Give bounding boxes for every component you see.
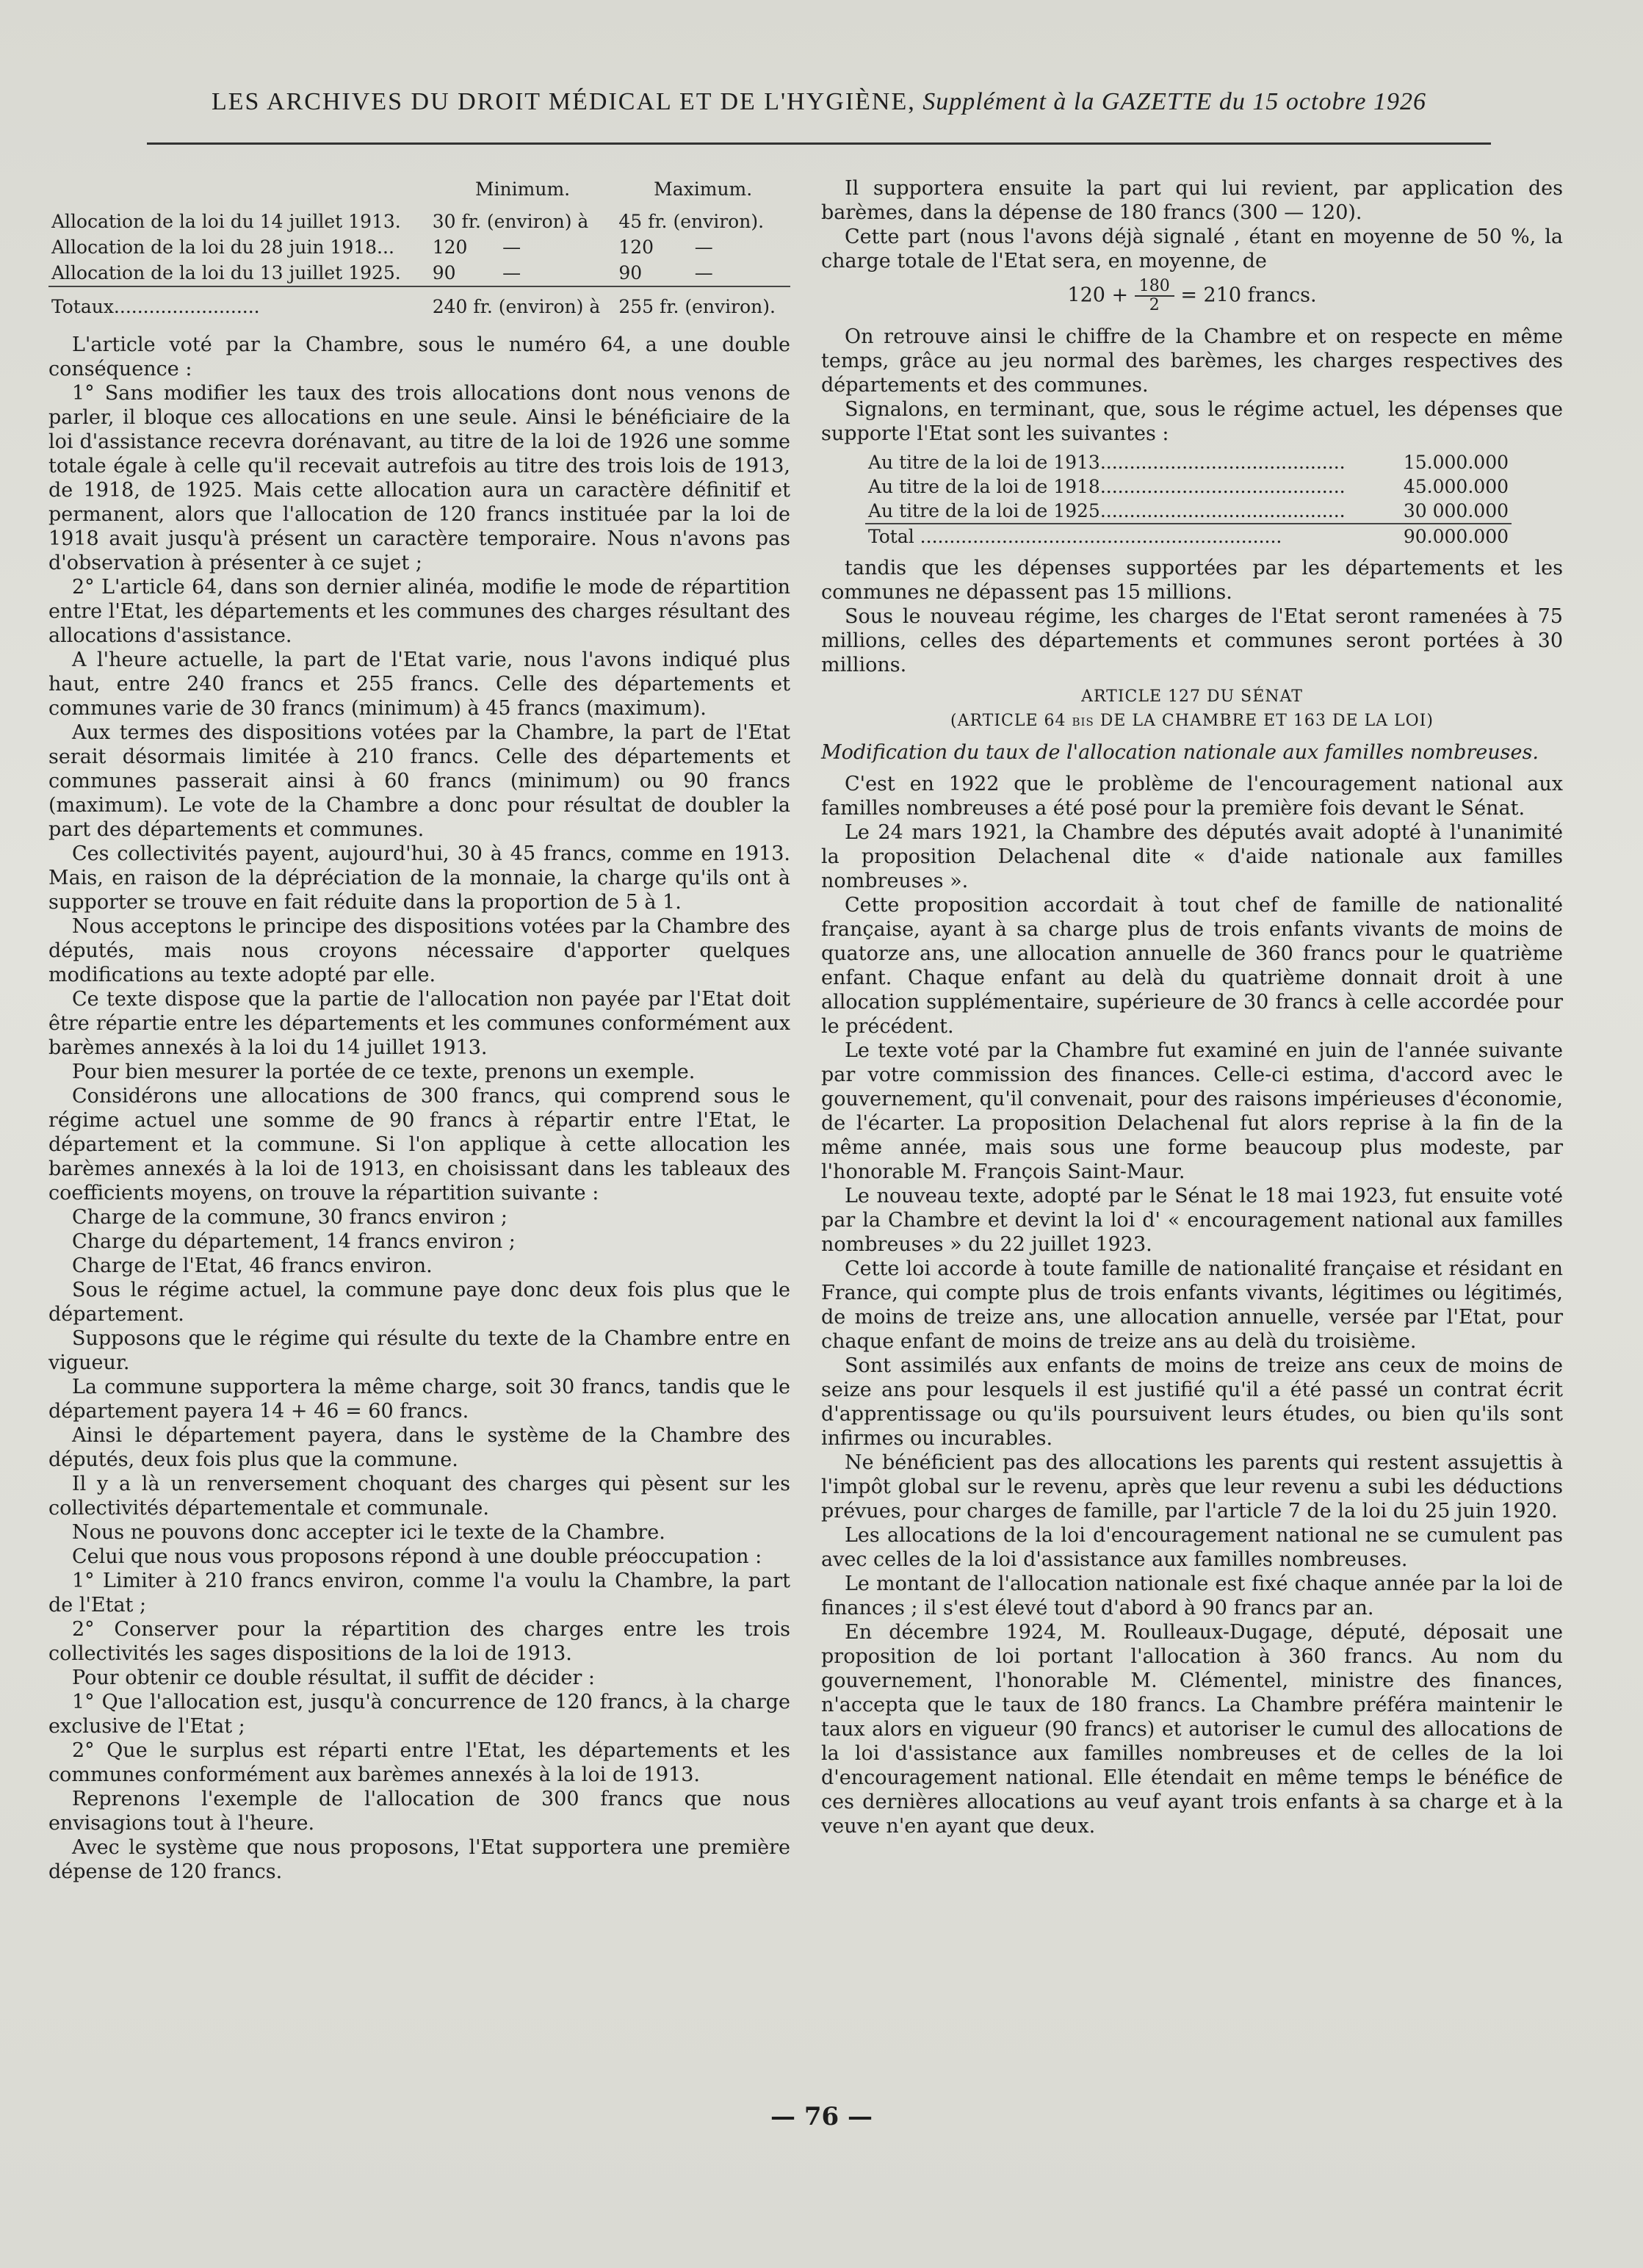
total-label: Total .............................................................. (865, 524, 1388, 549)
left-column (48, 176, 790, 1884)
paragraph: C'est en 1922 que le problème de l'encouragement national aux familles nombreuses a été posé pour la première fois devant le Sénat. (821, 773, 1563, 820)
paragraph: Ces collectivités payent, aujourd'hui, 30 à 45 francs, comme en 1913. Mais, en raison de la dépréciation de la monnaie, la charge qu'ils ont à supporter se trouve en fait réduite dans la proportion de 5 à 1. (48, 842, 790, 914)
row-dash: — (694, 262, 713, 284)
row-label: Allocation de la loi du 28 juin 1918... (51, 236, 394, 258)
table-row (48, 209, 790, 234)
paragraph: Nous ne pouvons donc accepter ici le texte de la Chambre. (72, 1521, 665, 1544)
paragraph: Le 24 mars 1921, la Chambre des députés avait adopté à l'unanimité la proposition Delachenal dite « d'aide nationale aux familles nombreuses ». (821, 821, 1563, 892)
paragraph: 1° Limiter à 210 francs environ, comme l'a voulu la Chambre, la part de l'Etat ; (48, 1570, 790, 1617)
paragraph: Cette part (nous l'avons déjà signalé , étant en moyenne de 50 %, la charge totale de l'Etat sera, en moyenne, de (821, 225, 1563, 272)
journal-title: LES ARCHIVES DU DROIT MÉDICAL ET DE L'HYGIÈNE, (211, 88, 916, 115)
paragraph: On retrouve ainsi le chiffre de la Chambre et on respecte en même temps, grâce au jeu normal des barèmes, les charges respectives des départements et des communes. (821, 325, 1563, 397)
paragraph: Avec le système que nous proposons, l'Etat supportera une première dépense de 120 francs. (48, 1836, 790, 1883)
paragraph: Cette proposition accordait à tout chef de famille de nationalité française, ayant à sa charge plus de trois enfants vivants de moins de quatorze ans, une allocation annuelle de 360 francs pour le quatrième enfant. Chaque enfant au delà du quatrième donnait droit à une allocation supplémentaire, supérieure de 30 francs à celle accordée pour le précédent. (821, 894, 1563, 1038)
formula (821, 278, 1563, 314)
paragraph: Cette loi accorde à toute famille de nationalité française et résidant en France, qui compte plus de trois enfants vivants, légitimes ou légitimés, de moins de treize ans, une allocation annuelle, versée par l'Etat, pour chaque enfant de moins de treize ans au delà du troisième. (821, 1257, 1563, 1353)
paragraph: Supposons que le régime qui résulte du texte de la Chambre entre en vigueur. (48, 1327, 790, 1374)
paragraph: Celui que nous vous proposons répond à une double préoccupation : (72, 1545, 762, 1568)
paragraph: Ne bénéficient pas des allocations les parents qui restent assujettis à l'impôt global sur le revenu, après que leur revenu a subi les déductions prévues, pour charges de famille, par l'article 7 de la loi du 25 juin 1920. (821, 1451, 1563, 1523)
row-max: 90 (618, 262, 643, 284)
paragraph: Signalons, en terminant, que, sous le régime actuel, les dépenses que supporte l'Etat sont les suivantes : (821, 398, 1563, 445)
paragraph: Le montant de l'allocation nationale est fixé chaque année par la loi de finances ; il s'est élevé tout d'abord à 90 francs par an. (821, 1572, 1563, 1619)
paragraph: Sont assimilés aux enfants de moins de treize ans ceux de moins de seize ans pour lesquels il est justifié qu'il a été passé un contrat écrit d'apprentissage ou qu'ils poursuivent leurs études, ou bien qu'ils sont infirmes ou incurables. (821, 1354, 1563, 1450)
total-max: 255 fr. (environ). (615, 286, 790, 319)
fraction-numerator: 180 (1135, 278, 1174, 297)
row-max: 45 fr. (environ). (618, 211, 765, 232)
paragraph: La commune supportera la même charge, soit 30 francs, tandis que le département payera 14 + 46 = 60 francs. (48, 1376, 790, 1423)
paragraph: 2° Conserver pour la répartition des charges entre les trois collectivités les sages dispositions de la loi de 1913. (48, 1618, 790, 1665)
row-value: 15.000.000 (1403, 452, 1509, 473)
col-max-header: Maximum. (654, 178, 753, 200)
paragraph: A l'heure actuelle, la part de l'Etat varie, nous l'avons indiqué plus haut, entre 240 francs et 255 francs. Celle des départements et communes varie de 30 francs (minimum) à 45 francs (maximum). (48, 649, 790, 720)
row-dash: — (502, 262, 521, 284)
page-number: — 76 — (770, 2102, 873, 2131)
right-column (821, 176, 1563, 1838)
article-title: ARTICLE 127 DU SÉNAT (1081, 687, 1303, 706)
paragraph: L'article voté par la Chambre, sous le numéro 64, a une double conséquence : (48, 333, 790, 380)
table-row (48, 260, 790, 286)
paragraph: Le texte voté par la Chambre fut examiné en juin de l'année suivante par votre commission des finances. Celle-ci estima, d'accord avec le gouvernement, qu'il convenait, pour des raisons impérieuses d'économie, de l'écarter. La proposition Delachenal fut alors reprise à la fin de la même année, mais sous une forme beaucoup plus modeste, par l'honorable M. François Saint-Maur. (821, 1039, 1563, 1183)
table-row (865, 450, 1512, 474)
paragraph: Ainsi le département payera, dans le système de la Chambre des députés, deux fois plus que la commune. (48, 1424, 790, 1471)
paragraph: Aux termes des dispositions votées par la Chambre, la part de l'Etat serait désormais limitée à 210 francs. Celle des départements et communes passerait ainsi à 60 francs (minimum) ou 90 francs (maximum). Le vote de la Chambre a donc pour résultat de doubler la part des départements et communes. (48, 721, 790, 841)
row-label: Allocation de la loi du 13 juillet 1925. (51, 262, 401, 284)
paragraph: Nous acceptons le principe des dispositions votées par la Chambre des députés, mais nous croyons nécessaire d'apporter quelques modifications au texte adopté par elle. (48, 915, 790, 986)
supplement-note: Supplément à la GAZETTE du 15 octobre 1926 (922, 88, 1427, 115)
paragraph: 2° Que le surplus est réparti entre l'Etat, les départements et les communes conformément aux barèmes annexés à la loi de 1913. (48, 1739, 790, 1786)
paragraph: tandis que les dépenses supportées par les départements et les communes ne dépassent pas 15 millions. (821, 557, 1563, 604)
paragraph: Il supportera ensuite la part qui lui revient, par application des barèmes, dans la dépense de 180 francs (300 — 120). (821, 177, 1563, 224)
paragraph: Reprenons l'exemple de l'allocation de 300 francs que nous envisagions tout à l'heure. (48, 1788, 790, 1835)
fraction-denominator: 2 (1149, 296, 1160, 314)
row-max: 120 (618, 236, 654, 258)
total-label: Totaux......................... (48, 286, 430, 319)
section-heading: Modification du taux de l'allocation nationale aux familles nombreuses. (821, 741, 1539, 764)
row-label: Au titre de la loi de 1925.......................................... (868, 500, 1346, 521)
table-total-row (48, 286, 790, 319)
paragraph: Considérons une allocations de 300 francs, qui comprend sous le régime actuel une somme de 90 francs à répartir entre l'Etat, le département et la commune. Si l'on applique à cette allocation les barèmes annexés à la loi de 1913, en choisissant dans les tableaux des coefficients moyens, on trouve la répartition suivante : (48, 1085, 790, 1205)
paragraph: Il y a là un renversement choquant des charges qui pèsent sur les collectivités départementale et communale. (48, 1473, 790, 1520)
paragraph: Le nouveau texte, adopté par le Sénat le 18 mai 1923, fut ensuite voté par la Chambre et devint la loi d' « encouragement national aux familles nombreuses » du 22 juillet 1923. (821, 1185, 1563, 1256)
row-min: 30 fr. (environ) à (432, 211, 589, 232)
paragraph: 1° Sans modifier les taux des trois allocations dont nous venons de parler, il bloque ces allocations en une seule. Ainsi le bénéficiaire de la loi d'assistance recevra dorénavant, au titre de la loi de 1926 une somme totale égale à celle qu'il recevait autrefois au titre des trois lois de 1913, de 1918, de 1925. Mais cette allocation aura un caractère définitif et permanent, alors que l'allocation de 120 francs instituée par la loi de 1918 avait jusqu'à présent un caractère temporaire. Nous n'avons pas d'observation à présenter à ce sujet ; (48, 382, 790, 574)
table-row (865, 474, 1512, 499)
paragraph: Pour obtenir ce double résultat, il suffit de décider : (72, 1666, 595, 1689)
total-value: 90.000.000 (1388, 524, 1512, 549)
table-row (48, 234, 790, 260)
formula-result: = 210 francs. (1180, 284, 1317, 307)
row-value: 45.000.000 (1403, 476, 1509, 497)
row-min: 90 (432, 262, 456, 284)
col-min-header: Minimum. (474, 178, 571, 200)
paragraph: Sous le nouveau régime, les charges de l'Etat seront ramenées à 75 millions, celles des départements et communes seront portées à 30 millions. (821, 605, 1563, 676)
row-value: 30 000.000 (1403, 500, 1509, 521)
paragraph: 2° L'article 64, dans son dernier alinéa, modifie le mode de répartition entre l'Etat, les départements et les communes des charges résultant des allocations d'assistance. (48, 576, 790, 647)
row-label: Allocation de la loi du 14 juillet 1913. (51, 211, 401, 232)
formula-term: 120 + (1067, 284, 1129, 307)
row-dash: — (502, 236, 521, 258)
paragraph: En décembre 1924, M. Roulleaux-Dugage, député, déposait une proposition de loi portant l'allocation à 360 francs. Au nom du gouvernement, l'honorable M. Clémentel, ministre des finances, n'accepta que le taux de 180 francs. La Chambre préféra maintenir le taux alors en vigueur (90 francs) et autoriser le cumul des allocations de la loi d'assistance aux familles nombreuses et de celles de la loi d'encouragement national. Elle étendait en même temps le bénéfice de ces dernières allocations au veuf ayant trois enfants à sa charge et à la veuve n'en ayant que deux. (821, 1621, 1563, 1838)
row-label: Au titre de la loi de 1913.......................................... (868, 452, 1346, 473)
formula-fraction (1135, 278, 1174, 314)
expenses-table (865, 450, 1512, 549)
paragraph: 1° Que l'allocation est, jusqu'à concurrence de 120 francs, à la charge exclusive de l'Etat ; (48, 1691, 790, 1738)
paragraph: Charge de l'Etat, 46 francs environ. (72, 1254, 433, 1277)
page-header (147, 88, 1491, 116)
row-label: Au titre de la loi de 1918.......................................... (868, 476, 1346, 497)
table-row (865, 499, 1512, 524)
paragraph: Charge de la commune, 30 francs environ ; (72, 1206, 508, 1229)
article-subtitle: (ARTICLE 64 bis DE LA CHAMBRE ET 163 DE LA LOI) (950, 712, 1434, 730)
paragraph: Sous le régime actuel, la commune paye donc deux fois plus que le département. (48, 1279, 790, 1326)
paragraph: Charge du département, 14 francs environ ; (72, 1230, 516, 1253)
table-total-row (865, 524, 1512, 549)
allocation-table (48, 176, 790, 319)
paragraph: Les allocations de la loi d'encouragement national ne se cumulent pas avec celles de la loi d'assistance aux familles nombreuses. (821, 1524, 1563, 1571)
header-rule (147, 142, 1491, 145)
paragraph: Ce texte dispose que la partie de l'allocation non payée par l'Etat doit être répartie entre les départements et les communes conformément aux barèmes annexés à la loi du 14 juillet 1913. (48, 988, 790, 1059)
row-dash: — (694, 236, 713, 258)
total-min: 240 fr. (environ) à (430, 286, 616, 319)
paragraph: Pour bien mesurer la portée de ce texte, prenons un exemple. (72, 1061, 696, 1083)
row-min: 120 (432, 236, 468, 258)
